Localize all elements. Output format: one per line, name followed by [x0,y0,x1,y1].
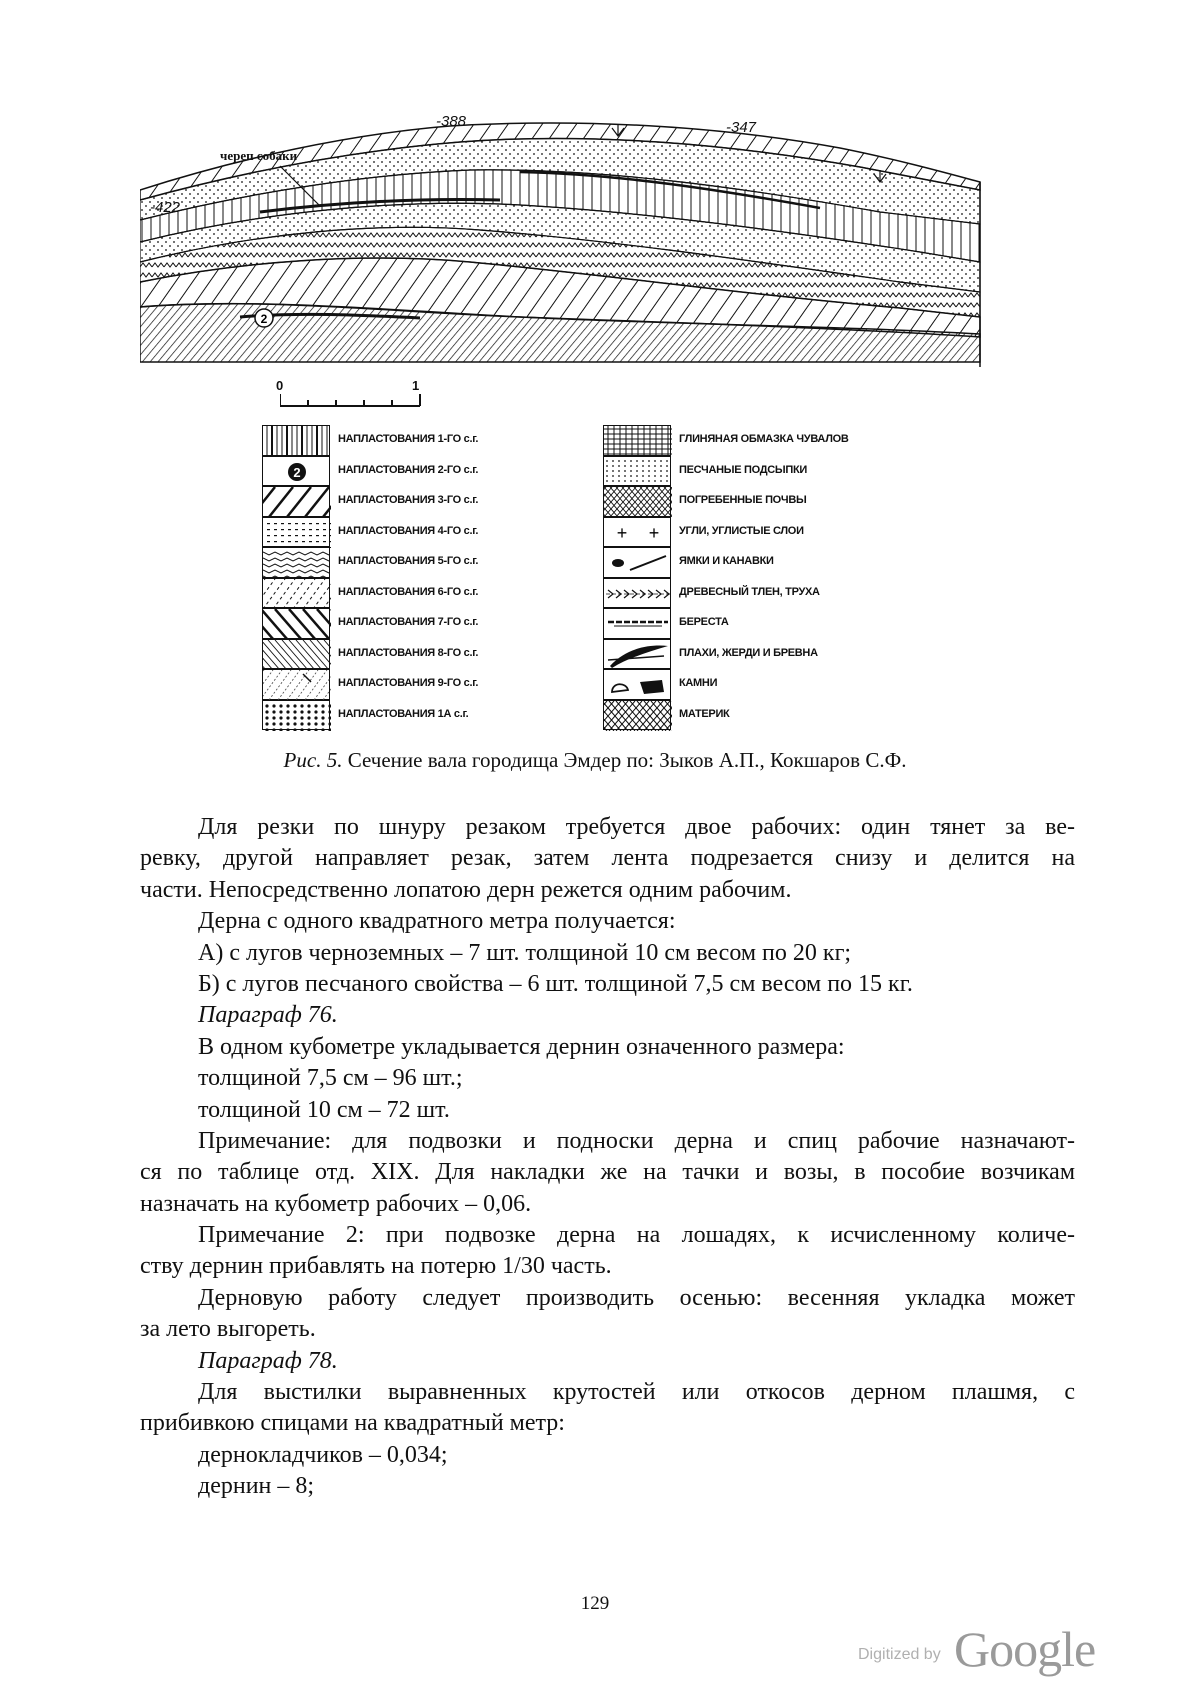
svg-text:+: + [648,522,660,543]
legend-label: ПЕСЧАНЫЕ ПОДСЫПКИ [679,463,807,476]
legend-swatch [603,578,671,609]
scale-bar [280,378,460,412]
body-text [140,812,1075,1503]
elevation-right-label: -347 [726,119,757,136]
legend-swatch [262,608,330,639]
legend-label: НАПЛАСТОВАНИЯ 7-ГО с.г. [338,616,479,628]
legend-label: НАПЛАСТОВАНИЯ 2-ГО с.г. [338,463,479,476]
legend-swatch [262,486,330,517]
text-line: А) с лугов черноземных – 7 шт. толщиной 10 см весом по 20 кг; [198,939,852,966]
text-line: Б) с лугов песчаного свойства – 6 шт. толщиной 7,5 см весом по 15 кг. [198,970,913,997]
legend-label: ЯМКИ И КАНАВКИ [679,555,774,567]
legend-swatch [262,456,330,487]
legend-label: НАПЛАСТОВАНИЯ 1-ГО с.г. [338,433,479,445]
legend-label: НАПЛАСТОВАНИЯ 9-ГО с.г. [338,677,479,689]
legend-label: ГЛИНЯНАЯ ОБМАЗКА ЧУВАЛОВ [679,433,849,445]
legend-label: НАПЛАСТОВАНИЯ 6-ГО с.г. [338,585,479,598]
rampart-section-figure [140,112,1060,404]
legend-swatch [262,578,330,609]
text-line: Параграф 76. [198,1002,338,1029]
svg-text:+: + [616,522,628,543]
legend-swatch [603,486,671,517]
legend-label: БЕРЕСТА [679,616,729,628]
legend-label: НАПЛАСТОВАНИЯ 1А с.г. [338,707,469,720]
legend-label: НАПЛАСТОВАНИЯ 4-ГО с.г. [338,524,479,537]
legend-label: НАПЛАСТОВАНИЯ 3-ГО с.г. [338,494,479,506]
text-line: назначать на кубометр рабочих – 0,06. [140,1190,532,1217]
svg-text:2: 2 [293,464,301,480]
text-line: ся по таблице отд. XIX. Для накладки же на тачки и возы, в пособие возчикам [140,1159,1075,1186]
legend-swatch [603,425,671,456]
legend-label: ПЛАХИ, ЖЕРДИ И БРЕВНА [679,646,818,659]
text-line: ревку, другой направляет резак, затем лента подрезается снизу и делится на [140,845,1075,872]
legend-label: МАТЕРИК [679,707,730,720]
text-line: В одном кубометре укладывается дернин означенного размера: [198,1033,845,1060]
scale-end-label: 1 [412,378,420,393]
legend-swatch [603,547,671,578]
text-line: части. Непосредственно лопатою дерн режется одним рабочим. [140,876,792,903]
text-line: Параграф 78. [198,1347,338,1374]
text-line: дернин – 8; [198,1473,315,1500]
legend-label: УГЛИ, УГЛИСТЫЕ СЛОИ [679,524,804,537]
text-line: Дерна с одного квадратного метра получается: [198,908,676,935]
skull-label: череп собаки [220,148,298,163]
legend-swatch [262,425,330,456]
legend-swatch [603,608,671,639]
legend-swatch [262,547,330,578]
legend-label: ДРЕВЕСНЫЙ ТЛЕН, ТРУХА [679,585,820,598]
elevation-left-label: -422 [150,199,181,216]
legend-swatch [603,700,671,731]
text-line: Примечание 2: при подвозке дерна на лошадях, к исчисленному количе- [198,1222,1075,1249]
legend-swatch [262,639,330,670]
text-line: за лето выгореть. [140,1316,316,1343]
legend-label: КАМНИ [679,677,718,689]
text-line: прибивкою спицами на квадратный метр: [140,1410,565,1437]
digitized-label: Digitized by [858,1646,941,1663]
text-line: Дерновую работу следует производить осенью: весенняя укладка может [198,1284,1075,1311]
legend-swatch [603,517,671,548]
legend-swatch [262,700,330,731]
text-line: толщиной 7,5 см – 96 шт.; [198,1065,463,1092]
legend-swatch [262,669,330,700]
legend-label: ПОГРЕБЕННЫЕ ПОЧВЫ [679,494,807,506]
text-line: толщиной 10 см – 72 шт. [198,1096,450,1123]
legend-swatch [262,517,330,548]
text-line: Для выстилки выравненных крутостей или откосов дерном плашмя, с [198,1379,1075,1406]
legend-swatch [603,639,671,670]
caption-prefix: Рис. 5. [283,748,343,772]
text-line: ству дернин прибавлять на потерю 1/30 часть. [140,1253,612,1280]
text-line: Примечание: для подвозки и подноски дерна и спиц рабочие назначают- [198,1127,1075,1154]
text-line: Для резки по шнуру резаком требуется двое рабочих: один тянет за ве- [198,814,1075,840]
legend-swatch [603,669,671,700]
scale-start-label: 0 [276,378,284,393]
elevation-top-label: -388 [436,113,467,130]
layer-mark: 2 [260,312,268,326]
legend-label: НАПЛАСТОВАНИЯ 8-ГО с.г. [338,646,479,659]
figure-caption [0,748,1190,773]
legend-swatch [603,456,671,487]
digitized-brand: Google [954,1621,1096,1677]
legend-label: НАПЛАСТОВАНИЯ 5-ГО с.г. [338,555,479,567]
page-number: 129 [580,1593,610,1614]
caption-text: Сечение вала городища Эмдер по: Зыков А.П., Кокшаров С.Ф. [342,748,907,772]
text-line: дернокладчиков – 0,034; [198,1441,448,1468]
